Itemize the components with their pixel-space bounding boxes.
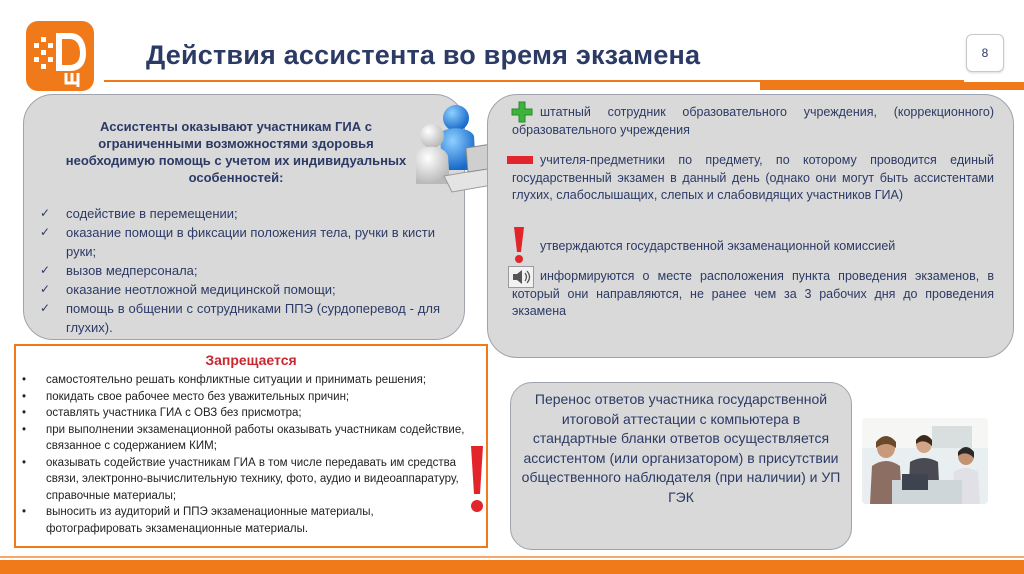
who-item-text: штатный сотрудник образовательного учреждения, (коррекционного) образовательного учреждения <box>512 105 994 137</box>
list-item-text: при выполнении экзаменационной работы оказывать участникам содействие, связанное с содержанием КИМ; <box>46 423 465 452</box>
footer-band <box>0 560 1024 574</box>
who-item-approval <box>512 238 994 256</box>
list-item-text: выносить из аудиторий и ППЭ экзаменационные материалы, фотографировать экзаменационные материалы. <box>46 506 374 535</box>
checkmark-icon: ✓ <box>40 225 51 239</box>
list-item <box>22 389 470 406</box>
list-item-text: помощь в общении с сотрудниками ППЭ (сурдоперевод - для глухих). <box>66 301 440 335</box>
list-item-text: оставлять участника ГИА с ОВЗ без присмотра; <box>46 407 302 419</box>
bullet-icon: • <box>22 374 27 386</box>
list-item <box>40 261 440 280</box>
list-item <box>40 223 440 261</box>
exclamation-icon <box>466 444 488 516</box>
bullet-icon: • <box>22 456 27 469</box>
who-item-text: учителя-предметники по предмету, по которому проводится единый государственный экзамен в данный день (однако они могут быть ассистентами глухих, слабослышащих, слепых и слабовидящих участников ГИА) <box>512 153 994 202</box>
checkmark-icon: ✓ <box>40 206 51 220</box>
list-item-text: оказание неотложной медицинской помощи; <box>66 282 336 297</box>
who-item-teachers <box>512 152 994 205</box>
list-item-text: самостоятельно решать конфликтные ситуации и принимать решения; <box>46 374 427 386</box>
list-item-text: вызов медперсонала; <box>66 263 198 278</box>
bullet-icon: • <box>22 390 27 403</box>
who-item-text: информируются о месте расположения пункта проведения экзаменов, в который они направляются, не ранее чем за 3 рабочих дня до проведения экзамена <box>512 269 994 318</box>
classroom-photo <box>862 418 988 504</box>
checkmark-icon: ✓ <box>40 282 51 296</box>
who-item-text: утверждаются государственной экзаменационной комиссией <box>540 239 896 253</box>
list-item <box>40 204 440 223</box>
list-item <box>22 372 470 389</box>
who-item-information <box>512 268 994 321</box>
answer-transfer-text: Перенос ответов участника государственной итоговой аттестации с компьютера в стандартные бланки ответов осуществляется ассистентом (или организатором) в присутствии общественного наблюдателя (при наличии) и УП ГЭК <box>521 391 841 505</box>
who-item-staff <box>512 104 994 139</box>
list-item-text: оказание помощи в фиксации положения тела, ручки в кисти руки; <box>66 225 435 259</box>
footer-stripe <box>0 556 1024 558</box>
list-item <box>22 405 470 422</box>
forbidden-title: Запрещается <box>205 352 297 368</box>
list-item-text: оказывать содействие участникам ГИА в том числе передавать им средства связи, электронно-вычислительную технику, фото, аудио и видеоаппаратуру, справочные материалы; <box>46 456 459 502</box>
logo-icon <box>26 21 94 91</box>
checkmark-icon: ✓ <box>40 263 51 277</box>
list-item <box>40 299 440 337</box>
page-number: 8 <box>966 34 1004 72</box>
checkmark-icon: ✓ <box>40 301 51 315</box>
header-accent-band <box>760 82 1024 90</box>
list-item-text: содействие в перемещении; <box>66 206 238 221</box>
list-item <box>40 280 440 299</box>
bullet-icon: • <box>22 423 27 436</box>
list-item <box>22 422 470 455</box>
bullet-icon: • <box>22 407 27 419</box>
logo <box>26 21 94 91</box>
forbidden-list <box>22 372 470 537</box>
list-item <box>22 455 470 505</box>
assistant-duties-list <box>40 204 440 337</box>
bullet-icon: • <box>22 506 27 518</box>
assistant-duties-heading: Ассистенты оказывают участникам ГИА с ограниченными возможностями здоровья необходимую помощь с учетом их индивидуальных особенностей: <box>65 119 407 185</box>
page-title: Действия ассистента во время экзамена <box>146 40 701 70</box>
list-item <box>22 504 470 537</box>
list-item-text: покидать свое рабочее место без уважительных причин; <box>46 390 350 403</box>
